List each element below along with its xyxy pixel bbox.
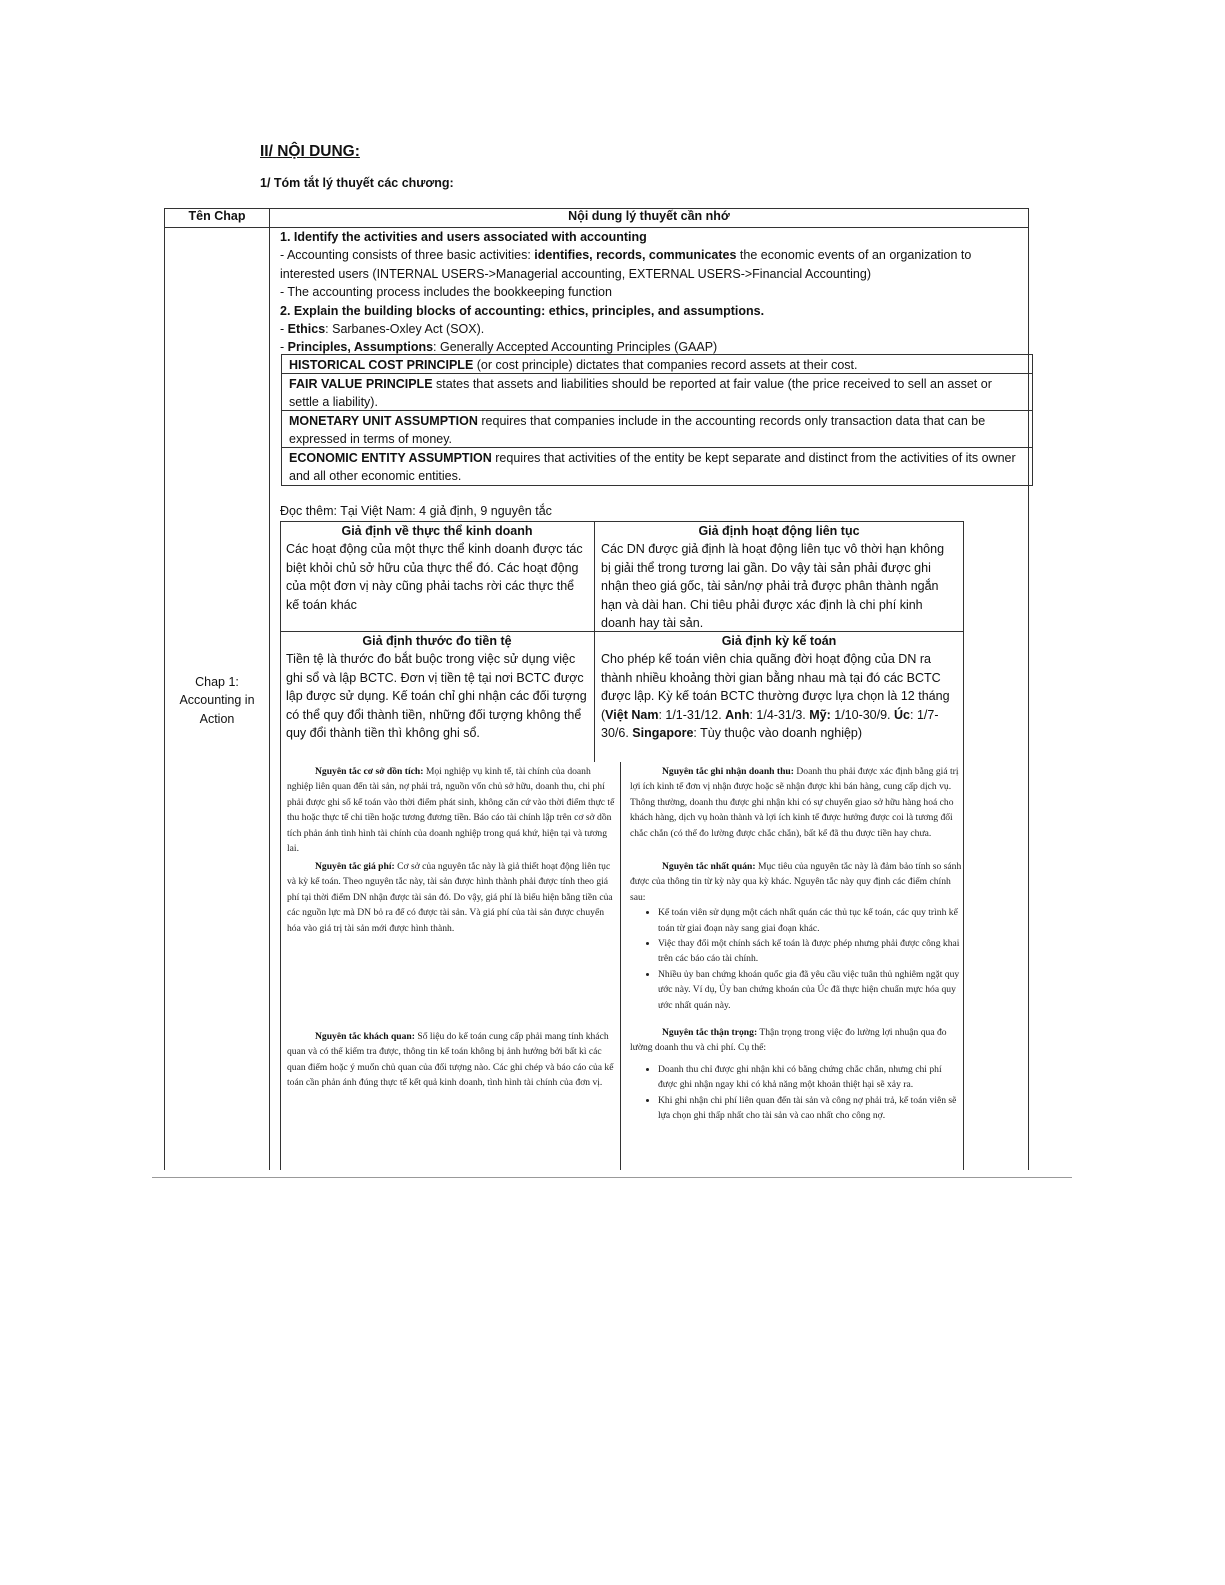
cell-text: Các DN được giả định là hoạt động liên tục vô thời hạn không bị giải thể trong tương lai gần. Do vậy tài sản phải được ghi nhận theo giá gốc, tài sản/nợ phải trả được phân thành ngắn hạn và dài han. Chi tiêu phải được xác định là chi phí kinh doanh hay tài sản. <box>601 542 945 631</box>
cell-title: Giả định về thực thể kinh doanh <box>341 524 533 538</box>
subsection-title: 1/ Tóm tắt lý thuyết các chương: <box>260 176 454 190</box>
scan-divider <box>620 762 621 1170</box>
scan-revenue-recognition: Nguyên tắc ghi nhận doanh thu: Doanh thu phải được xác định bằng giá trị lợi ích kinh tế đơn vị nhận được hoặc sẽ nhận được khi bán hàng, cung cấp dịch vụ. Thông thường, doanh thu được ghi nhận khi có sự chuyển giao sở hữu hàng hoá cho khách hàng, dịch vụ hoàn thành và lợi ích kinh tế được hưởng được coi là tương đối chắc chắn (có thể đo lường được chắc chắn), bất kể đã thu được tiền hay chưa. <box>630 766 959 839</box>
cell-text: Cho phép kế toán viên chia quãng đời hoạt động của DN ra thành nhiều khoảng thời gian bằng nhau mà tại đó các BCTC được lập. Kỳ kế toán BCTC thường được lựa chọn là 12 tháng <box>601 652 950 704</box>
vn-grid-right <box>963 521 964 1170</box>
prudence-point: • Khi ghi nhận chi phí liên quan đến tài sản và công nợ phải trả, kế toán viên sẽ lựa chọn ghi thấp nhất cho tài sản và cao nhất cho công nợ. <box>658 1093 963 1124</box>
principle-box-economic-entity: ECONOMIC ENTITY ASSUMPTION requires that activities of the entity be kept separate and distinct from the activities of its owner and all other economic entities. <box>281 447 1033 486</box>
scan-accrual-basis: Nguyên tắc cơ sở dồn tích: Mọi nghiệp vụ kinh tế, tài chính của doanh nghiệp liên quan đến tài sản, nợ phải trả, nguồn vốn chủ sở hữu, doanh thu, chi phí phải được ghi sổ kế toán vào thời điểm phát sinh, không căn cứ vào thời điểm thực tế thu hoặc thực tế chi tiền hoặc tương đương tiền. Báo cáo tài chính lập trên cơ sở dồn tích phản ánh tình hình tài chính của doanh nghiệp trong quá khứ, hiện tại và tương lai. <box>287 766 615 855</box>
vn-cell-monetary-measure <box>286 632 588 742</box>
principles-line: - Principles, Assumptions: Generally Accepted Accounting Principles (GAAP) <box>280 340 718 355</box>
vn-cell-going-concern <box>601 522 957 632</box>
cell-text: Tiền tệ là thước đo bắt buộc trong việc sử dụng việc ghi sổ và lập BCTC. Đơn vị tiền tệ tại nơi BCTC được lập được sử dụng. Kế toán chỉ ghi nhận các đối tượng có thể quy đổi thành tiền, những đối tượng không thể quy đổi thành tiền thì không ghi sổ. <box>286 652 587 741</box>
scan-objectivity: Nguyên tắc khách quan: Số liệu do kế toán cung cấp phải mang tính khách quan và có thể kiểm tra được, thông tin kế toán không bị ảnh hưởng bởi bất kì các quan điểm hoặc ý muốn chủ quan của đối tượng nào. Các ghi chép và báo cáo của kế toán cần phản ánh đúng thực tế kết quả kinh doanh, tình hình tài chính của đơn vị. <box>287 1031 614 1089</box>
col-header-chapter: Tên Chap <box>188 209 246 223</box>
page-bottom-rule <box>152 1177 1072 1178</box>
prudence-point: • Doanh thu chỉ được ghi nhận khi có bằng chứng chắc chắn, nhưng chi phí được ghi nhận ngay khi có khả năng một khoản thiệt hại sẽ xảy ra. <box>658 1062 963 1093</box>
table-col-divider <box>269 208 270 1170</box>
principle-box-historical-cost: HISTORICAL COST PRINCIPLE (or cost principle) dictates that companies record assets at their cost. <box>281 354 1033 374</box>
principle-box-fair-value: FAIR VALUE PRINCIPLE states that assets and liabilities should be reported at fair value (the price received to sell an asset or settle a liability). <box>281 373 1033 411</box>
ethics-line: - Ethics: Sarbanes-Oxley Act (SOX). <box>280 322 485 337</box>
table-left-border <box>164 208 165 1170</box>
chapter-intro <box>280 228 1020 357</box>
vn-cell-accounting-period <box>601 632 957 742</box>
read-more-note: Đọc thêm: Tại Việt Nam: 4 giả định, 9 nguyên tắc <box>280 504 552 518</box>
vn-grid-center <box>594 521 595 762</box>
intro-line-2: - The accounting process includes the bookkeeping function <box>280 285 612 300</box>
heading-1: 1. Identify the activities and users associated with accounting <box>280 230 647 244</box>
col-header-content: Nội dung lý thuyết cần nhớ <box>568 209 730 223</box>
vn-cell-business-entity <box>286 522 588 614</box>
section-title: II/ NỘI DUNG: <box>260 143 360 160</box>
consistency-point: • Việc thay đổi một chính sách kế toán là được phép nhưng phải được công khai trên các báo cáo tài chính. <box>658 936 963 967</box>
vn-grid-left <box>280 521 281 1170</box>
cell-title: Giả định hoạt động liên tục <box>698 524 860 538</box>
table-right-border <box>1028 208 1029 1170</box>
cell-title: Giả định kỳ kế toán <box>721 634 837 648</box>
principle-box-monetary-unit: MONETARY UNIT ASSUMPTION requires that companies include in the accounting records only transaction data that can be expressed in terms of money. <box>281 410 1033 448</box>
scan-cost-principle: Nguyên tắc giá phí: Cơ sở của nguyên tắc này là giả thiết hoạt động liên tục và kỳ kế toán. Theo nguyên tắc này, tài sản được hình thành phải được tính theo giá phí tại thời điểm DN nhận được tài sản đó. Do vậy, giá phí là biểu hiện bằng tiền của các nguồn lực mà DN bỏ ra để có được tài sản. Và giá phí của tài sản được chuyển hóa vào giá trị tài sản mới được hình thành. <box>287 861 613 934</box>
consistency-point: • Nhiều ủy ban chứng khoán quốc gia đã yêu cầu việc tuân thủ nghiêm ngặt quy ước này. Ví dụ, Ủy ban chứng khoán của Úc đã thực hiện chuẩn mực hóa quy ước nhất quán này. <box>658 967 963 1013</box>
chapter-label: Chap 1: Accounting in Action <box>179 675 255 726</box>
cell-title: Giả định thước đo tiền tệ <box>362 634 512 648</box>
consistency-point: • Kế toán viên sử dụng một cách nhất quán các thủ tục kế toán, các quy trình kế toán từ giai đoạn này sang giai đoạn khác. <box>658 905 963 936</box>
period-list: (Việt Nam: 1/1-31/12. Anh: 1/4-31/3. Mỹ: 1/10-30/9. Úc: 1/7-30/6. Singapore: Tùy thuộc vào doanh nghiệp) <box>601 707 939 741</box>
intro-line-1: - Accounting consists of three basic activities: identifies, records, communicates the economic events of an organization to interested users (INTERNAL USERS->Managerial accounting, EXTERNAL USERS->Financial Accounting) <box>280 248 972 281</box>
scan-prudence: Nguyên tắc thận trọng: Thận trọng trong việc đo lường lợi nhuận qua đo lường doanh thu và chi phí. Cụ thể: • Doanh thu chỉ được ghi nhận khi có bằng chứng chắc chắn, nhưng chi phí được ghi nhận ngay khi có khả năng một khoản thiệt hại sẽ xảy ra. • Khi ghi nhận chi phí liên quan đến tài sản và công nợ phải trả, kế toán viên sẽ lựa chọn ghi thấp nhất cho tài sản và cao nhất cho công nợ. <box>630 1025 963 1170</box>
scan-consistency: Nguyên tắc nhất quán: Mục tiêu của nguyên tắc này là đảm bảo tính so sánh được của thông tin từ kỳ này qua kỳ khác. Nguyên tắc này quy định các điểm chính sau: • Kế toán viên sử dụng một cách nhất quán các thủ tục kế toán, các quy trình kế toán từ giai đoạn này sang giai đoạn khác. • Việc thay đổi một chính sách kế toán là được phép nhưng phải được công khai trên các báo cáo tài chính. • Nhiều ủy ban chứng khoán quốc gia đã yêu cầu việc tuân thủ nghiêm ngặt quy ước này. Ví dụ, Ủy ban chứng khoán của Úc đã thực hiện chuẩn mực hóa quy ước nhất quán này. <box>630 859 963 1023</box>
cell-text: Các hoạt động của một thực thể kinh doanh được tác biệt khỏi chủ sở hữu của thực thể đó. Các hoạt động của một đơn vị này cũng phải tachs rời các thực thể kế toán khác <box>286 542 583 612</box>
heading-2: 2. Explain the building blocks of accounting: ethics, principles, and assumptions. <box>280 303 765 318</box>
